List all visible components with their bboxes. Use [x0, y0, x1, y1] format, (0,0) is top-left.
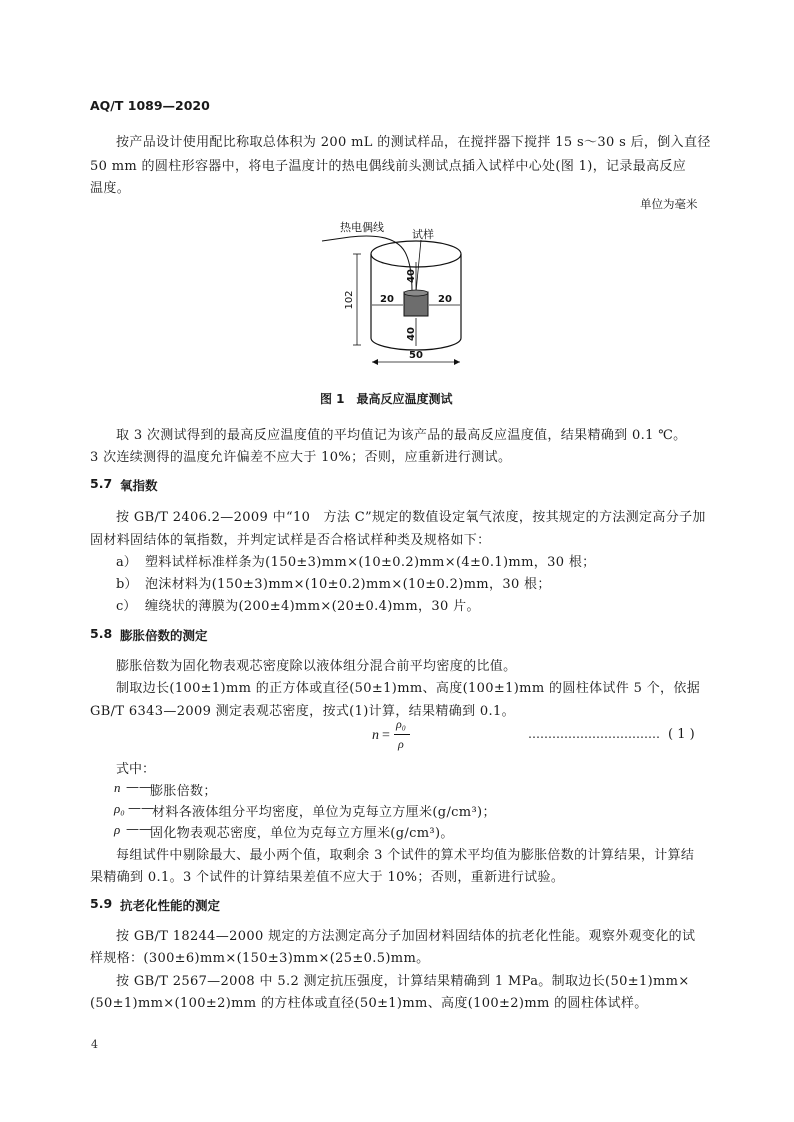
section-5-7-number: 5.7 [90, 476, 113, 491]
s58-after-line-1: 每组试件中剔除最大、最小两个值，取剩余 3 个试件的算术平均值为膨胀倍数的计算结果，计算结 [116, 848, 695, 863]
sample-leader [416, 240, 421, 292]
intro-line-1: 按产品设计使用配比称取总体积为 200 mL 的测试样品，在搅拌器下搅拌 15 s～30 s 后，倒入直径 [116, 135, 711, 150]
formula-leader: …………………………… [528, 727, 660, 741]
s59-line-1: 按 GB/T 18244—2000 规定的方法测定高分子加固材料固结体的抗老化性能。观察外观变化的试 [116, 929, 696, 944]
where-label: 式中： [116, 762, 156, 777]
figure-1-diagram [320, 214, 480, 374]
formula-numerator: ρ₀ [396, 717, 406, 731]
after-fig-line-1: 取 3 次测试得到的最高反应温度值的平均值记为该产品的最高反应温度值，结果精确到 0.1 ℃。 [116, 428, 687, 443]
standard-id: AQ/T 1089—2020 [90, 98, 210, 113]
formula-fraction-bar [394, 734, 410, 735]
def-rho0-text: 材料各液体组分平均密度，单位为克每立方厘米(g/cm³)； [152, 805, 496, 820]
section-5-8-number: 5.8 [90, 626, 113, 641]
figure-1-caption: 图 1 最高反应温度测试 [320, 392, 453, 406]
def-rho-text: 固化物表观芯密度，单位为克每立方厘米(g/cm³)。 [150, 826, 454, 841]
section-5-9-title: 抗老化性能的测定 [120, 898, 221, 913]
label-left-gap: 20 [380, 294, 394, 305]
section-5-7-title: 氧指数 [120, 478, 158, 493]
def-rho-symbol: ρ [114, 822, 121, 837]
s59-line-3: 按 GB/T 2567—2008 中 5.2 测定抗压强度，计算结果精确到 1 MPa。制取边长(50±1)mm× [116, 974, 690, 989]
s57-item-b-marker: b） [116, 577, 138, 592]
label-sample: 试样 [412, 228, 434, 241]
label-diameter: 50 [409, 350, 423, 361]
s58-after-line-2: 果精确到 0.1。3 个试件的计算结果差值不应大于 10%；否则，重新进行试验。 [90, 870, 565, 885]
s58-line-1: 膨胀倍数为固化物表观芯密度除以液体组分混合前平均密度的比值。 [116, 659, 517, 674]
label-right-gap: 20 [438, 294, 452, 305]
s59-line-4: (50±1)mm×(100±2)mm 的方柱体或直径(50±1)mm、高度(100±2)mm 的圆柱体试样。 [90, 996, 648, 1011]
s58-line-3: GB/T 6343—2009 测定表观芯密度，按式(1)计算，结果精确到 0.1。 [90, 704, 515, 719]
s57-item-a-marker: a） [116, 555, 137, 570]
def-n-dash: —— [126, 780, 152, 795]
def-rho-dash: —— [126, 822, 152, 837]
s57-item-c-text: 缠绕状的薄膜为(200±4)mm×(20±0.4)mm，30 片。 [145, 599, 480, 614]
def-n-symbol: n [114, 780, 121, 795]
s58-line-2: 制取边长(100±1)mm 的正方体或直径(50±1)mm、高度(100±1)mm 的圆柱体试件 5 个，依据 [116, 681, 701, 696]
s57-line-2: 固材料固结体的氧指数，并判定试样是否合格试样种类及规格如下： [90, 533, 491, 548]
label-thermocouple: 热电偶线 [340, 221, 384, 234]
formula-number: ( 1 ) [668, 727, 695, 742]
def-rho0-dash: —— [128, 801, 154, 816]
page-number: 4 [91, 1038, 98, 1051]
formula-lhs: n [372, 728, 379, 743]
s57-item-a-text: 塑料试样标准样条为(150±3)mm×(10±0.2)mm×(4±0.1)mm，30 根； [145, 555, 596, 570]
label-top-gap: 40 [406, 269, 417, 283]
unit-note: 单位为毫米 [640, 197, 698, 211]
sample-block-top [404, 290, 428, 296]
def-rho0-symbol: ρ₀ [114, 801, 125, 816]
s57-line-1: 按 GB/T 2406.2—2009 中“10 方法 C”规定的数值设定氧气浓度，按其规定的方法测定高分子加 [116, 510, 706, 525]
intro-line-3: 温度。 [90, 181, 131, 196]
s59-line-2: 样规格：(300±6)mm×(150±3)mm×(25±0.5)mm。 [90, 951, 430, 966]
section-5-9-number: 5.9 [90, 896, 113, 911]
label-bottom-gap: 40 [406, 327, 417, 341]
label-height: 102 [344, 290, 355, 310]
formula-eq: = [382, 728, 390, 743]
formula-denominator: ρ [398, 737, 404, 751]
thermocouple-wire [322, 236, 412, 292]
section-5-8-title: 膨胀倍数的测定 [120, 628, 208, 643]
after-fig-line-2: 3 次连续测得的温度允许偏差不应大于 10%；否则，应重新进行测试。 [90, 450, 512, 465]
intro-line-2: 50 mm 的圆柱形容器中，将电子温度计的热电偶线前头测试点插入试样中心处(图 1)，记录最高反应 [90, 159, 687, 174]
s57-item-c-marker: c） [116, 599, 137, 614]
s57-item-b-text: 泡沫材料为(150±3)mm×(10±0.2)mm×(10±0.2)mm，30 根； [145, 577, 551, 592]
def-n-text: 膨胀倍数； [150, 784, 217, 799]
